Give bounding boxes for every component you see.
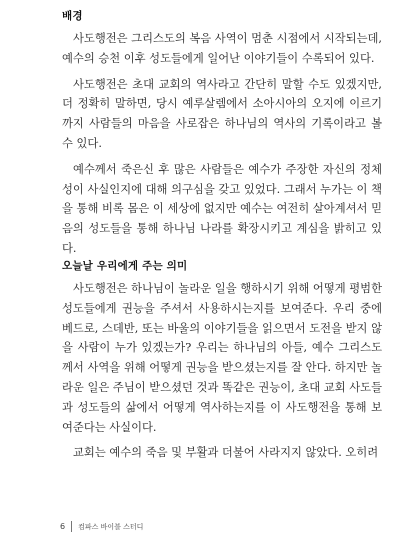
- section-heading-background: 배경: [62, 10, 83, 22]
- page-footer: [60, 521, 143, 532]
- section-heading-meaning-today: 오늘날 우리에게 주는 의미: [62, 260, 188, 272]
- section-body-meaning-today: [62, 279, 382, 469]
- paragraph: 사도행전은 그리스도의 복음 사역이 멈춘 시점에서 시작되는데, 예수의 승천 이후 성도들에게 일어난 이야기들이 수록되어 있다.: [62, 32, 382, 65]
- paragraph: 교회는 예수의 죽음 및 부활과 더불어 사라지지 않았다. 오히려: [73, 446, 379, 460]
- page-number: 6: [60, 522, 66, 531]
- footer-divider: [71, 521, 72, 532]
- book-title: 컴파스 바이블 스터디: [78, 522, 144, 531]
- paragraph: 사도행전은 하나님이 놀라운 일을 행하시기 위해 어떻게 평범한 성도들에게 권능을 주셔서 사용하시는지를 보여준다. 우리 중에 베드로, 스데반, 또는 바울의 이야기들을 읽으면서 도전을 받지 않을 사람이 누가 있겠는가? 우리는 하나님의 아들, 예수 그리스도께서 사역을 위해 어떻게 권능을 받으셨는지를 잘 안다. 하지만 놀라운 일은 주님이 받으셨던 것과 똑같은 권능이, 초대 교회 사도들과 성도들의 삶에서 어떻게 역사하는지를 이 사도행전을 통해 보여준다는 사실이다.: [62, 282, 382, 434]
- section-body-background: [62, 29, 382, 265]
- paragraph: 예수께서 죽은신 후 많은 사람들은 예수가 주장한 자신의 정체성이 사실인지에 대해 의구심을 갖고 있었다. 그래서 누가는 이 책을 통해 비록 몸은 이 세상에 없지만 예수는 여전히 살아계셔서 믿음의 성도들을 통해 하나님 나라를 확장시키고 계심을 밝히고 있다.: [62, 162, 382, 255]
- paragraph: 사도행전은 초대 교회의 역사라고 간단히 말할 수도 있겠지만, 더 정확히 말하면, 당시 예루살렘에서 소아시아의 오지에 이르기까지 사람들의 마음을 사로잡은 하나님의 역사의 기록이라고 볼 수 있다.: [62, 77, 382, 150]
